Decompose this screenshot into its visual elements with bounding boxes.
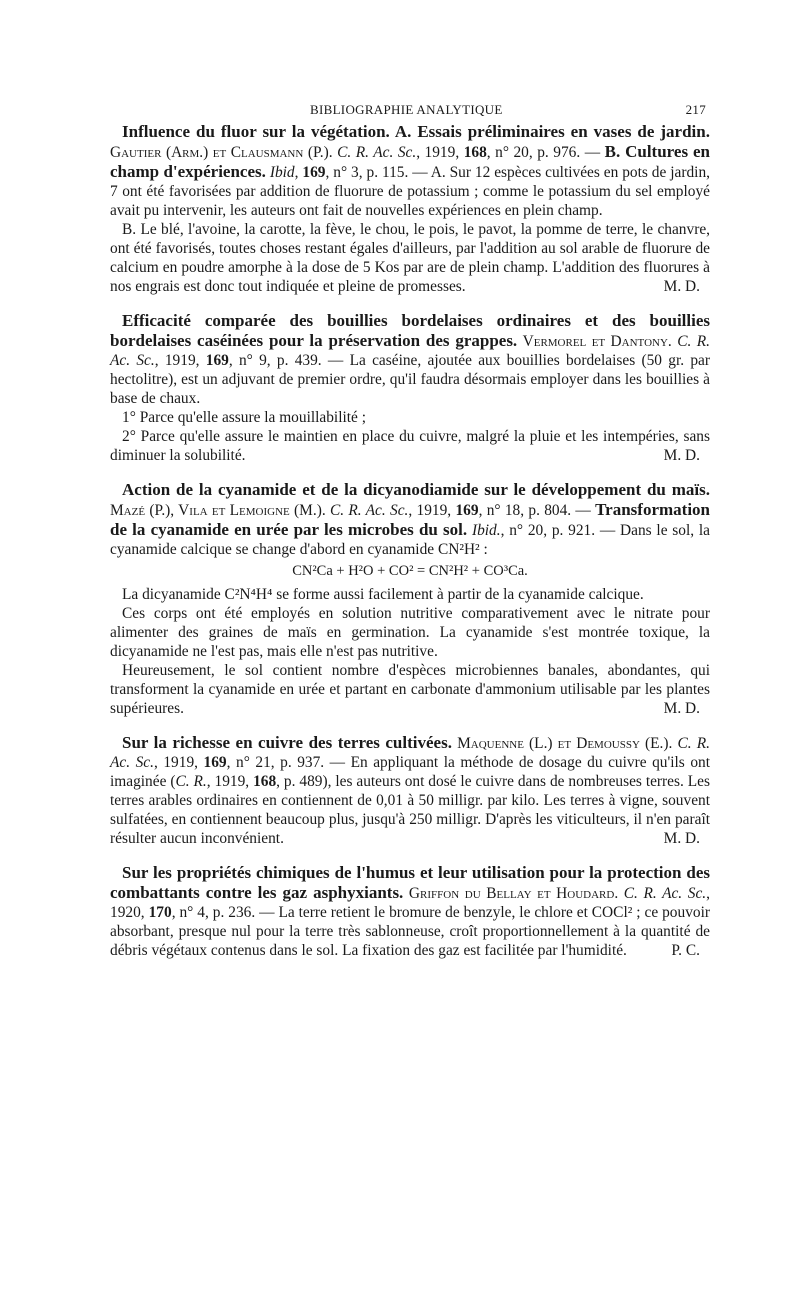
- issue-pages: , n° 18, p. 804. —: [478, 502, 596, 519]
- volume: 170: [148, 904, 172, 921]
- year: , 1920,: [110, 885, 710, 921]
- entry-authors: Griffon du Bellay et Houdard.: [408, 885, 619, 902]
- journal-name: C. R. Ac. Sc.: [623, 885, 707, 902]
- year: , 1919,: [153, 754, 198, 771]
- signature: M. D.: [663, 278, 700, 295]
- entry-body: , n° 3, p. 115. — A. Sur 12 espèces cultivées en pots de jardin, 7 ont été favorisées par addition de fluorure de potassium ; comme le potassium du sel employé avait pu intervenir, les auteurs ont fait de nouvelles expériences en plein champ.: [110, 164, 710, 219]
- chemical-formula: CN²Ca + H²O + CO² = CN²H² + CO³Ca.: [292, 563, 528, 579]
- issue-pages: , n° 20, p. 976. —: [486, 144, 605, 161]
- entry-cuivre-head: [110, 733, 710, 848]
- signature: M. D.: [663, 447, 700, 464]
- entry-body: , n° 9, p. 439. — La caséine, ajoutée aux bouillies bordelaises (50 gr. par hectolitre), est un adjuvant de premier ordre, qu'il faudra désormais employer dans les bouillies à base de chaux.: [110, 352, 710, 407]
- entry-body: , p. 489), les auteurs ont dosé le cuivre dans de nombreuses terres. Les terres arables ordinaires en contiennent de 0,01 à 50 milligr. par kilo. Les terres à vigne, souvent sulfatées, en contiennent beaucoup plus, jusqu'à 250 milligr. D'après les viticulteurs, il n'en paraît résulter aucun inconvénient.: [110, 773, 710, 847]
- journal-name: C. R. Ac. Sc.: [110, 333, 710, 369]
- list-item: 2° Parce qu'elle assure le maintien en place du cuivre, malgré la pluie et les intempéries, sans diminuer la solubilité. M. D.: [110, 428, 710, 464]
- ibid: Ibid: [269, 164, 295, 181]
- year: , 1919,: [154, 352, 200, 369]
- signature: M. D.: [663, 700, 700, 717]
- entry-paragraph: La dicyanamide C²N⁴H⁴ se forme aussi facilement à partir de la cyanamide calcique.: [122, 586, 644, 603]
- entry-title: Sur les propriétés chimiques de l'humus et leur utilisation pour la protection des combattants contre les gaz asphyxiants.: [110, 863, 710, 902]
- journal-name: C. R. Ac. Sc.: [110, 735, 710, 771]
- volume: 168: [253, 773, 277, 790]
- entry-paragraph: B. Le blé, l'avoine, la carotte, la fève, le chou, le pois, le pavot, la pomme de terre, le chanvre, ont été favorisés, toutes choses restant égales d'ailleurs, par l'addition au sol arable de fluorure de calcium en poudre amorphe à la dose de 5 Kos par are de plein champ. L'addition des fluorures à nos engrais est donc tout indiquée et pleine de promesses. M. D.: [110, 221, 710, 295]
- entry-cuivre: [110, 733, 710, 848]
- entry-humus: [110, 863, 710, 960]
- entry-title: Sur la richesse en cuivre des terres cultivées.: [122, 733, 452, 752]
- entry-paragraph: Ces corps ont été employés en solution nutritive comparativement avec le nitrate pour alimenter des graines de maïs en germination. La cyanamide s'est montrée toxique, la dicyanamide ne l'est pas, mais elle n'est pas nutritive.: [110, 605, 710, 660]
- ibid: Ibid.: [471, 522, 501, 539]
- entry-paragraph: Heureusement, le sol contient nombre d'espèces microbiennes banales, abondantes, qui transforment la cyanamide en urée et partant en carbonate d'ammonium utilisable par les plantes supérieures. M. D.: [110, 662, 710, 717]
- entry-cyanamide-head: [110, 480, 710, 559]
- entry-fluor: [110, 122, 710, 296]
- journal-name: C. R. Ac. Sc.: [329, 502, 409, 519]
- entry-authors: Mazé (P.), Vila et Lemoigne (M.).: [110, 502, 326, 519]
- volume: 169: [302, 164, 326, 181]
- volume: 168: [463, 144, 487, 161]
- entry-body: , n° 20, p. 921. — Dans le sol, la cyanamide calcique se change d'abord en cyanamide CN²H² :: [110, 522, 710, 558]
- entry-body: , n° 21, p. 937. — En appliquant la méthode de dosage du cuivre qu'ils ont imaginée (: [110, 754, 710, 790]
- signature: P. C.: [671, 942, 700, 959]
- entry-title: Efficacité comparée des bouillies bordelaises ordinaires et des bouillies bordelaises caséinées pour la préservation des grappes.: [110, 311, 710, 350]
- entry-title: Influence du fluor sur la végétation. A. Essais préliminaires en vases de jardin.: [122, 122, 710, 141]
- list-item: 1° Parce qu'elle assure la mouillabilité ;: [122, 409, 366, 426]
- entry-cyanamide: [110, 480, 710, 718]
- journal-name: C. R.: [175, 773, 207, 790]
- page-content: [110, 122, 710, 975]
- year: , 1919,: [416, 144, 460, 161]
- entry-fluor-head: Influence du fluor sur la végétation. A. Essais préliminaires en vases de jardin. Gautier (Arm.) et Clausmann (P.). C. R. Ac. Sc., 1919, 168, n° 20, p. 976. — B. Cultures en champ d'expériences. Ibid, 169, n° 3, p. 115. — A. Sur 12 espèces cultivées en pots de jardin, 7 ont été favorisées par addition de fluorure de potassium ; comme le potassium du sel employé avait pu intervenir, les auteurs ont fait de nouvelles expériences en plein champ.: [110, 122, 710, 219]
- entry-bouillies-head: [110, 311, 710, 408]
- entry-title: Action de la cyanamide et de la dicyanodiamide sur le développement du maïs.: [122, 480, 710, 499]
- running-title: BIBLIOGRAPHIE ANALYTIQUE: [310, 102, 503, 117]
- signature: M. D.: [663, 830, 700, 847]
- entry-subtitle: B. Cultures en champ d'expériences.: [110, 142, 710, 181]
- year: , 1919,: [408, 502, 452, 519]
- volume: 169: [455, 502, 479, 519]
- entry-bouillies: [110, 311, 710, 465]
- entry-humus-head: [110, 863, 710, 960]
- entry-body: , n° 4, p. 236. — La terre retient le bromure de benzyle, le chlore et COCl² ; ce pouvoir absorbant, presque nul pour la terre très sablonneuse, croît proportionnellement à la quantité de débris végétaux contenus dans le sol. La fixation des gaz est facilitée par l'humidité.: [110, 904, 710, 959]
- entry-authors: Maquenne (L.) et Demoussy (E.).: [457, 735, 673, 752]
- entry-authors: Gautier (Arm.) et Clausmann (P.).: [110, 144, 333, 161]
- volume: 169: [203, 754, 227, 771]
- journal-name: C. R. Ac. Sc.: [337, 144, 417, 161]
- entry-authors: Vermorel et Dantony.: [522, 333, 672, 350]
- running-header: [110, 100, 710, 120]
- page-number: 217: [685, 102, 706, 117]
- entry-subtitle: Transformation de la cyanamide en urée par les microbes du sol.: [110, 500, 711, 539]
- year: , 1919,: [206, 773, 250, 790]
- volume: 169: [205, 352, 229, 369]
